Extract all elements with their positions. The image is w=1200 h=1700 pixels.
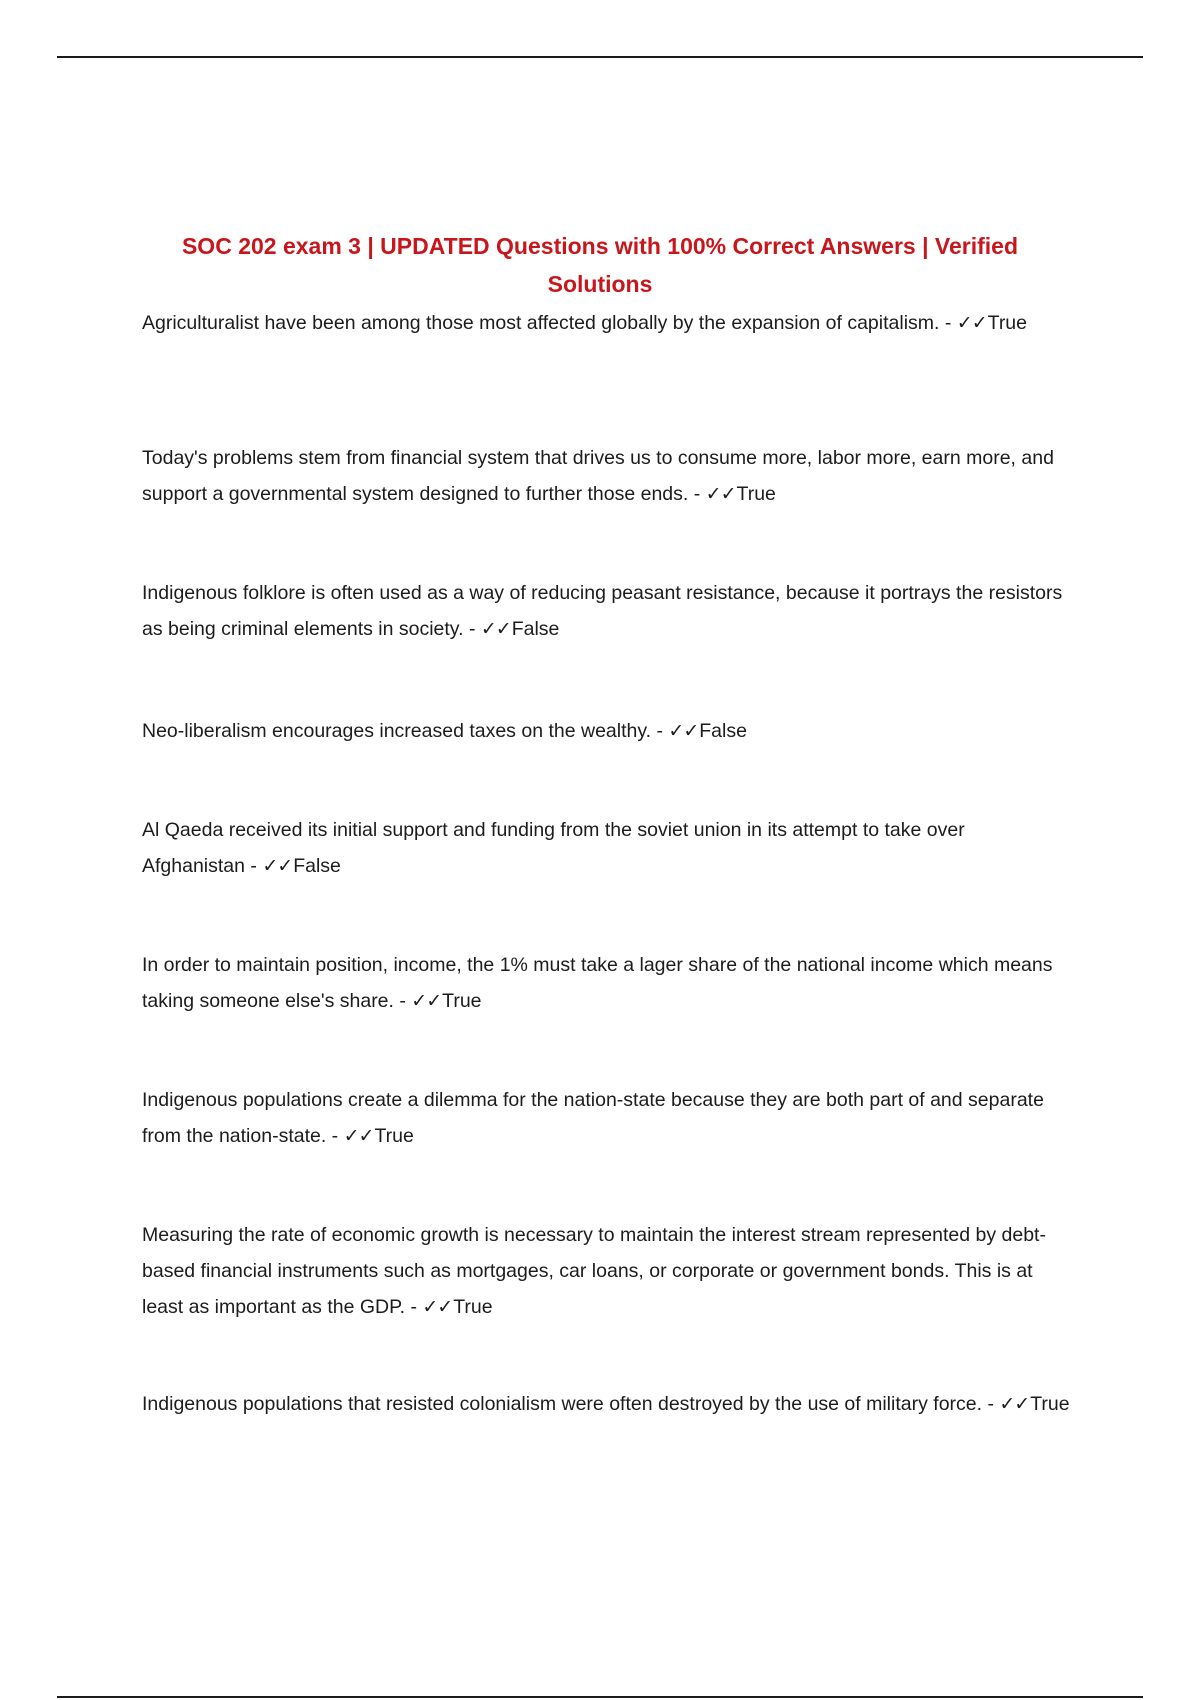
answer-text: True: [987, 312, 1027, 334]
qa-item: [142, 812, 1072, 884]
answer-text: False: [511, 618, 560, 640]
answer-separator: -: [405, 1296, 423, 1318]
qa-item: [142, 1386, 1072, 1422]
answer-text: False: [293, 855, 341, 877]
qa-item: [142, 575, 1072, 647]
question-text: Indigenous populations create a dilemma for the nation-state because they are both part of and separate from the nation-state.: [142, 1089, 1044, 1147]
check-mark-icon: ✓✓: [343, 1125, 374, 1147]
question-text: In order to maintain position, income, the 1% must take a lager share of the national income which means taking someone else's share.: [142, 954, 1053, 1012]
answer-separator: -: [326, 1125, 344, 1147]
question-text: Measuring the rate of economic growth is necessary to maintain the interest stream represented by debt-based financial instruments such as mortgages, car loans, or corporate or government bonds. This is at least as important as the GDP.: [142, 1224, 1046, 1318]
document-title: SOC 202 exam 3 | UPDATED Questions with 100% Correct Answers | Verified Solutions: [181, 233, 1019, 298]
check-mark-icon: ✓✓: [480, 618, 511, 640]
answer-text: True: [736, 483, 776, 505]
answer-text: True: [1030, 1393, 1070, 1415]
check-mark-icon: ✓✓: [999, 1393, 1030, 1415]
check-mark-icon: ✓✓: [668, 720, 699, 742]
check-mark-icon: ✓✓: [411, 990, 442, 1012]
answer-text: True: [374, 1125, 414, 1147]
check-mark-icon: ✓✓: [956, 312, 987, 334]
check-mark-icon: ✓✓: [422, 1296, 453, 1318]
top-rule: [57, 56, 1143, 58]
answer-separator: -: [463, 618, 481, 640]
bottom-rule: [57, 1696, 1143, 1698]
question-text: Agriculturalist have been among those most affected globally by the expansion of capitalism.: [142, 312, 940, 334]
question-text: Today's problems stem from financial system that drives us to consume more, labor more, earn more, and support a governmental system designed to further those ends.: [142, 447, 1054, 505]
answer-text: False: [699, 720, 747, 742]
answer-separator: -: [651, 720, 669, 742]
question-text: Neo-liberalism encourages increased taxes on the wealthy.: [142, 720, 652, 742]
answer-separator: -: [939, 312, 957, 334]
answer-text: True: [453, 1296, 493, 1318]
qa-item: [142, 947, 1072, 1019]
qa-item: [142, 440, 1072, 512]
qa-item: [142, 713, 1072, 749]
qa-item: [142, 1082, 1072, 1154]
answer-text: True: [442, 990, 482, 1012]
qa-item: [142, 305, 1072, 341]
question-text: Al Qaeda received its initial support and funding from the soviet union in its attempt to take over Afghanistan: [142, 819, 965, 877]
answer-separator: -: [245, 855, 263, 877]
answer-separator: -: [688, 483, 706, 505]
question-text: Indigenous folklore is often used as a way of reducing peasant resistance, because it portrays the resistors as being criminal elements in society.: [142, 582, 1063, 640]
answer-separator: -: [393, 990, 412, 1012]
check-mark-icon: ✓✓: [705, 483, 736, 505]
answer-separator: -: [982, 1393, 1000, 1415]
qa-item: [142, 1217, 1072, 1325]
question-text: Indigenous populations that resisted colonialism were often destroyed by the use of military force.: [142, 1393, 983, 1415]
check-mark-icon: ✓✓: [262, 855, 293, 877]
